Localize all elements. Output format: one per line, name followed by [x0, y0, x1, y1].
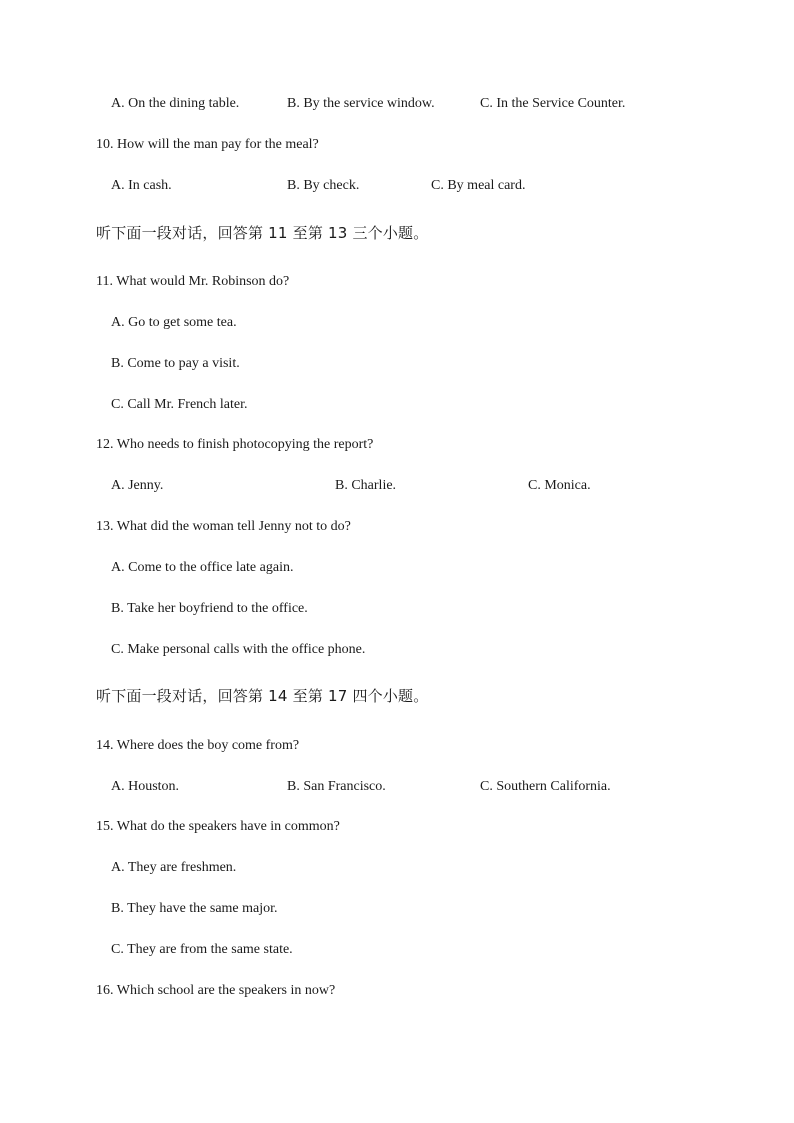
q12-option-a[interactable]: A. Jenny. — [111, 478, 164, 493]
q9-option-a[interactable]: A. On the dining table. — [111, 96, 240, 111]
section-heading-14-17: 听下面一段对话，回答第 14 至第 17 四个小题。 — [96, 687, 429, 705]
q11-option-c[interactable]: C. Call Mr. French later. — [111, 397, 248, 412]
q15-option-c[interactable]: C. They are from the same state. — [111, 942, 293, 957]
q13-option-a[interactable]: A. Come to the office late again. — [111, 560, 294, 575]
q12-question: 12. Who needs to finish photocopying the report? — [96, 437, 374, 452]
q9-option-b[interactable]: B. By the service window. — [287, 96, 435, 111]
section-heading-11-13: 听下面一段对话，回答第 11 至第 13 三个小题。 — [96, 224, 429, 242]
q11-option-a[interactable]: A. Go to get some tea. — [111, 315, 237, 330]
q16-question: 16. Which school are the speakers in now? — [96, 983, 336, 998]
q10-option-a[interactable]: A. In cash. — [111, 178, 172, 193]
q14-option-b[interactable]: B. San Francisco. — [287, 779, 386, 794]
q11-option-b[interactable]: B. Come to pay a visit. — [111, 356, 240, 371]
q13-option-c[interactable]: C. Make personal calls with the office phone. — [111, 642, 366, 657]
q10-question: 10. How will the man pay for the meal? — [96, 137, 319, 152]
q13-question: 13. What did the woman tell Jenny not to do? — [96, 519, 351, 534]
q10-option-c[interactable]: C. By meal card. — [431, 178, 526, 193]
q10-option-b[interactable]: B. By check. — [287, 178, 360, 193]
q15-option-a[interactable]: A. They are freshmen. — [111, 860, 237, 875]
q12-option-b[interactable]: B. Charlie. — [335, 478, 397, 493]
q13-option-b[interactable]: B. Take her boyfriend to the office. — [111, 601, 308, 616]
q9-option-c[interactable]: C. In the Service Counter. — [480, 96, 626, 111]
q14-option-a[interactable]: A. Houston. — [111, 779, 180, 794]
q10-options-row — [0, 177, 794, 195]
q14-options-row — [0, 778, 794, 796]
q14-question: 14. Where does the boy come from? — [96, 738, 300, 753]
q9-options-row — [0, 95, 794, 113]
q11-question: 11. What would Mr. Robinson do? — [96, 274, 290, 289]
q12-options-row — [0, 477, 794, 495]
q15-option-b[interactable]: B. They have the same major. — [111, 901, 278, 916]
q12-option-c[interactable]: C. Monica. — [528, 478, 591, 493]
q15-question: 15. What do the speakers have in common? — [96, 819, 340, 834]
q14-option-c[interactable]: C. Southern California. — [480, 779, 611, 794]
